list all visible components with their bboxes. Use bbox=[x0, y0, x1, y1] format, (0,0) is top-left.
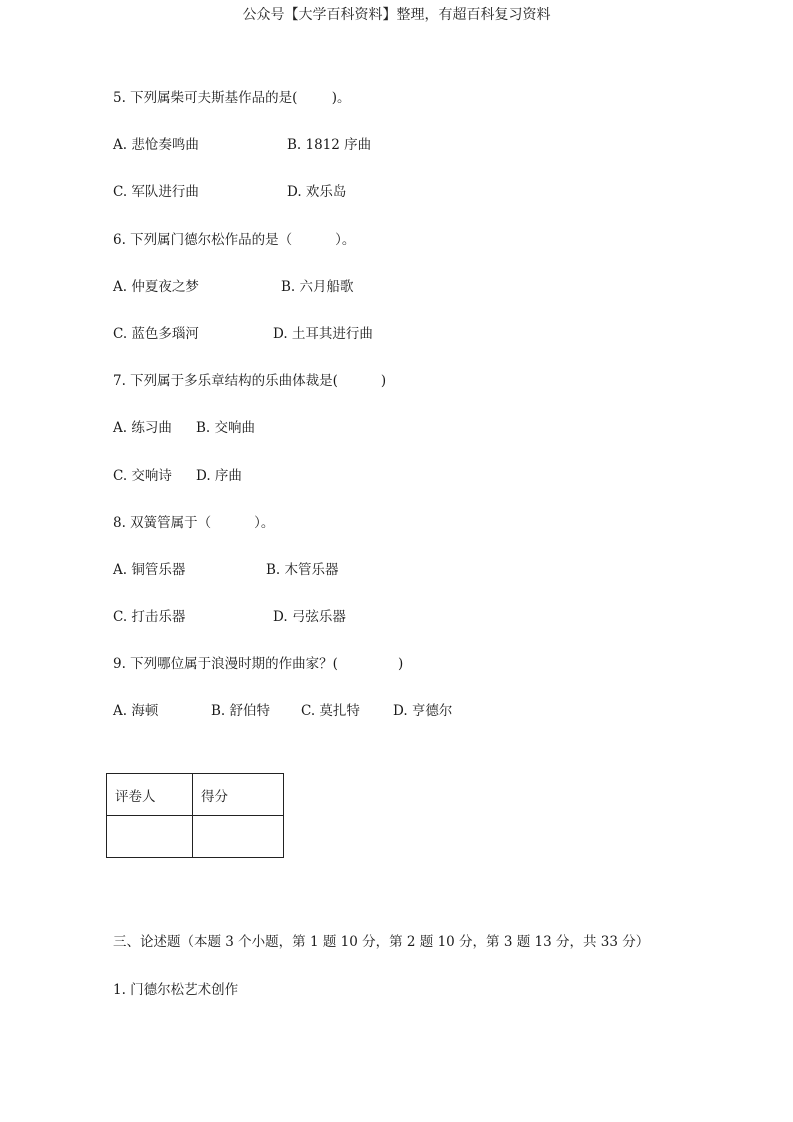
question-7-stem: 7. 下列属于多乐章结构的乐曲体裁是( ) bbox=[113, 373, 387, 389]
question-7-option-a: A. 练习曲 bbox=[113, 420, 172, 436]
section-3-title: 三、论述题（本题 3 个小题，第 1 题 10 分，第 2 题 10 分，第 3 题 13 分，共 33 分） bbox=[113, 934, 650, 950]
question-5-stem: 5. 下列属柴可夫斯基作品的是( )。 bbox=[113, 90, 351, 106]
section-3-question-1: 1. 门德尔松艺术创作 bbox=[113, 982, 239, 998]
page-header: 公众号【大学百科资料】整理，有超百科复习资料 bbox=[242, 7, 551, 23]
question-5-option-d: D. 欢乐岛 bbox=[287, 184, 347, 200]
question-9-option-d: D. 亨德尔 bbox=[393, 703, 453, 719]
question-9-stem: 9. 下列哪位属于浪漫时期的作曲家？( ) bbox=[113, 656, 404, 672]
question-6-option-b: B. 六月船歌 bbox=[281, 279, 354, 295]
question-8-option-a: A. 铜管乐器 bbox=[113, 562, 186, 578]
question-6-option-a: A. 仲夏夜之梦 bbox=[113, 279, 199, 295]
question-5-option-c: C. 军队进行曲 bbox=[113, 184, 199, 200]
question-6-stem: 6. 下列属门德尔松作品的是（ ）。 bbox=[113, 232, 356, 248]
question-6-option-d: D. 土耳其进行曲 bbox=[273, 326, 373, 342]
score-table bbox=[106, 773, 284, 858]
question-7-option-d: D. 序曲 bbox=[196, 468, 242, 484]
score-label: 得分 bbox=[193, 774, 284, 816]
question-7-option-c: C. 交响诗 bbox=[113, 468, 172, 484]
question-5-option-a: A. 悲怆奏鸣曲 bbox=[113, 137, 199, 153]
reviewer-label: 评卷人 bbox=[107, 774, 193, 816]
reviewer-cell[interactable] bbox=[107, 816, 193, 858]
score-cell[interactable] bbox=[193, 816, 284, 858]
question-8-option-d: D. 弓弦乐器 bbox=[273, 609, 346, 625]
question-8-option-c: C. 打击乐器 bbox=[113, 609, 186, 625]
question-5-option-b: B. 1812 序曲 bbox=[287, 137, 372, 153]
question-7-option-b: B. 交响曲 bbox=[196, 420, 256, 436]
question-6-option-c: C. 蓝色多瑙河 bbox=[113, 326, 199, 342]
question-9-option-b: B. 舒伯特 bbox=[211, 703, 271, 719]
question-8-option-b: B. 木管乐器 bbox=[266, 562, 339, 578]
question-9-option-a: A. 海顿 bbox=[113, 703, 159, 719]
question-8-stem: 8. 双簧管属于（ ）。 bbox=[113, 515, 275, 531]
question-9-option-c: C. 莫扎特 bbox=[301, 703, 360, 719]
